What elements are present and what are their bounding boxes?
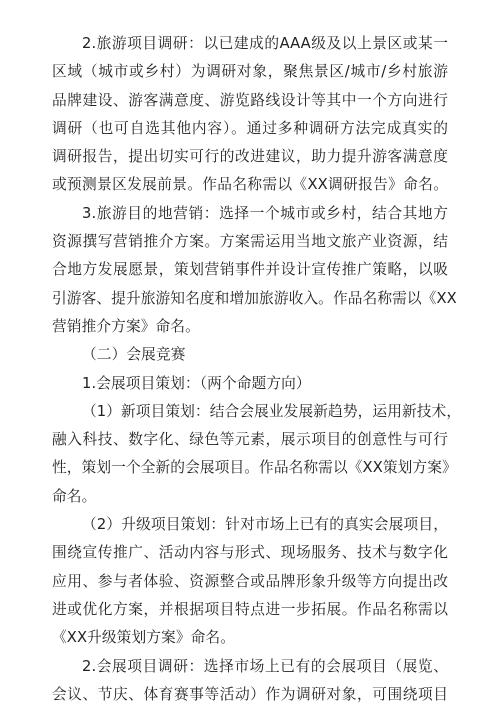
section-heading: （二）会展竞赛 <box>82 346 186 364</box>
text-line: 品牌建设、游客满意度、游览路线设计等其中一个方向进行 <box>52 91 448 109</box>
text-line: 进或优化方案，并根据项目特点进一步拓展。作品名称需以 <box>52 600 448 618</box>
text-line: 会议、节庆、体育赛事等活动）作为调研对象，可围绕项目 <box>52 685 448 703</box>
text-line: 合地方发展愿景，策划营销事件并设计宣传推广策略，以吸 <box>52 261 448 279</box>
text-line: 2.会展项目调研：选择市场上已有的会展项目（展览、 <box>82 657 448 675</box>
text-line: 或预测景区发展前景。作品名称需以《XX调研报告》命名。 <box>52 176 448 194</box>
text-line: 营销推介方案》命名。 <box>52 317 200 335</box>
text-line: （2）升级项目策划：针对市场上已有的真实会展项目， <box>82 516 448 534</box>
text-line: 融入科技、数字化、绿色等元素，展示项目的创意性与可行 <box>52 431 448 449</box>
document-body <box>52 30 462 709</box>
text-line: 性，策划一个全新的会展项目。作品名称需以《XX策划方案》 <box>52 459 457 477</box>
text-line: 命名。 <box>52 487 97 505</box>
text-line: 2.旅游项目调研：以已建成的AAA级及以上景区或某一 <box>82 35 448 52</box>
text-line: 调研报告，提出切实可行的改进建议，助力提升游客满意度 <box>52 148 448 166</box>
text-line: 3.旅游目的地营销：选择一个城市或乡村，结合其地方 <box>82 204 448 222</box>
text-line: 调研（也可自选其他内容）。通过多种调研方法完成真实的 <box>52 119 448 137</box>
text-line: 资源撰写营销推介方案。方案需运用当地文旅产业资源，结 <box>52 233 448 251</box>
text-line: 区域（城市或乡村）为调研对象，聚焦景区/城市/乡村旅游 <box>52 63 448 81</box>
text-line: （1）新项目策划：结合会展业发展新趋势，运用新技术， <box>82 402 462 420</box>
text-line: 《XX升级策划方案》命名。 <box>52 629 235 647</box>
text-line: 围绕宣传推广、活动内容与形式、现场服务、技术与数字化 <box>52 544 448 562</box>
subsection-heading: 1.会展项目策划：（两个命题方向） <box>82 374 311 392</box>
text-line: 引游客、提升旅游知名度和增加旅游收入。作品名称需以《XX <box>52 289 457 307</box>
text-line: 应用、参与者体验、资源整合或品牌形象升级等方向提出改 <box>52 572 448 590</box>
